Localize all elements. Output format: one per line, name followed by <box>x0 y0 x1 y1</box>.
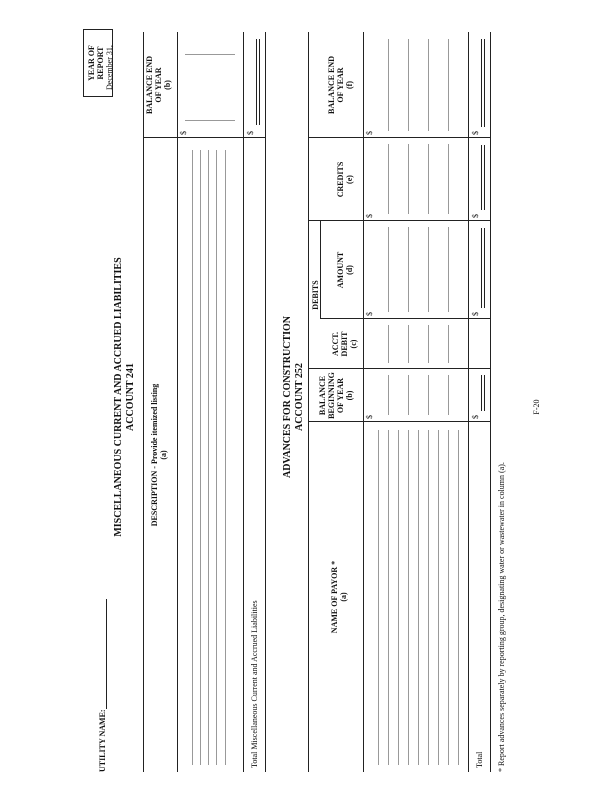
section1-entry-line <box>216 150 217 765</box>
section2-col-acct-header <box>331 319 358 369</box>
section1-total-label: Total Miscellaneous Current and Accrued Liabilities <box>250 600 259 768</box>
section2-acct-entry-line <box>428 325 429 363</box>
section2-total-credits-double-underline <box>481 145 485 210</box>
section2-total-begin-currency-sign: $ <box>471 415 480 419</box>
section1-entry-line <box>192 150 193 765</box>
section1-col-description-code: (a) <box>159 450 168 460</box>
section1-total-rule <box>243 32 244 772</box>
section2-col-credits-header <box>336 138 354 221</box>
section2-end-currency-sign: $ <box>365 131 374 135</box>
section1-total-currency-sign: $ <box>246 131 255 135</box>
section2-col-payor-code: (a) <box>339 592 348 602</box>
section1-entry-line <box>200 150 201 765</box>
section2-col-payor-label: NAME OF PAYOR * <box>330 560 339 634</box>
section2-total-label: Total <box>475 751 484 768</box>
utility-name-label: UTILITY NAME: <box>98 709 107 772</box>
section1-top-rule <box>143 32 144 772</box>
section1-col-description-label: DESCRIPTION - Provide itemized listing <box>150 383 159 527</box>
section2-total-begin-double-underline <box>481 375 485 411</box>
section2-amount-entry-line <box>388 227 389 312</box>
section2-begin-entry-line <box>408 375 409 415</box>
year-of-report-box <box>83 29 113 97</box>
section2-col-acct-code: (c) <box>349 339 358 349</box>
section1-amount-entry-line <box>185 120 235 121</box>
section1-col-balance-label1: BALANCE END <box>145 56 154 115</box>
section2-acct-entry-line <box>388 325 389 363</box>
section2-col-credits-label: CREDITS <box>336 161 345 198</box>
section2-amount-currency-sign: $ <box>365 312 374 316</box>
section2-credits-entry-line <box>408 144 409 214</box>
section2-amount-entry-line <box>408 227 409 312</box>
section2-begin-entry-line <box>388 375 389 415</box>
section1-bottom-rule <box>265 32 266 772</box>
section2-col-acct-label2: DEBIT <box>340 331 349 357</box>
section2-debits-group-header: DEBITS <box>311 280 320 310</box>
section2-end-entry-line <box>428 39 429 131</box>
section2-col-begin-label3: OF YEAR <box>336 377 345 414</box>
section2-begin-entry-line <box>448 375 449 415</box>
section1-currency-sign: $ <box>179 131 188 135</box>
section1-amount-entry-line <box>185 54 235 55</box>
section1-title-line2: ACCOUNT 241 <box>125 363 136 431</box>
section2-payor-entry-line <box>438 430 439 765</box>
footnote: * Report advances separately by reporting group, designating water or wastewater in column (a). <box>497 462 506 772</box>
section2-acct-entry-line <box>448 325 449 363</box>
section2-payor-entry-line <box>388 430 389 765</box>
section1-title <box>113 107 137 687</box>
section2-total-amount-currency-sign: $ <box>471 312 480 316</box>
section2-payor-entry-line <box>448 430 449 765</box>
section2-payor-entry-line <box>428 430 429 765</box>
section2-title <box>282 107 306 687</box>
section2-col-end-header <box>327 32 354 138</box>
section2-col-end-label2: OF YEAR <box>336 67 345 103</box>
section2-total-end-currency-sign: $ <box>471 131 480 135</box>
section2-col-amount-header <box>336 221 354 319</box>
section2-begin-entry-line <box>428 375 429 415</box>
section2-col-credits-code: (e) <box>345 175 354 184</box>
section2-end-entry-line <box>408 39 409 131</box>
section2-title-line2: ACCOUNT 252 <box>294 363 305 431</box>
section2-acct-entry-line <box>408 325 409 363</box>
section2-top-rule <box>308 32 309 772</box>
section2-credits-entry-line <box>388 144 389 214</box>
section1-col-balance-code: (b) <box>163 80 172 90</box>
debits-group-rule <box>320 221 321 319</box>
section2-amount-entry-line <box>428 227 429 312</box>
section2-credits-entry-line <box>428 144 429 214</box>
section2-amount-entry-line <box>448 227 449 312</box>
section2-payor-entry-line <box>398 430 399 765</box>
section2-col-amount-code: (d) <box>345 265 354 275</box>
section2-col-amount-label: AMOUNT <box>336 251 345 289</box>
section2-credits-entry-line <box>448 144 449 214</box>
section1-title-line1: MISCELLANEOUS CURRENT AND ACCRUED LIABILITIES <box>113 257 124 537</box>
section2-col-begin-header <box>318 369 354 422</box>
section1-entry-line <box>208 150 209 765</box>
page-number: F-20 <box>532 399 541 415</box>
section2-payor-entry-line <box>408 430 409 765</box>
section2-col-begin-label2: BEGINNING <box>327 372 336 419</box>
section2-credits-currency-sign: $ <box>365 214 374 218</box>
section2-col-acct-label1: ACCT. <box>331 331 340 357</box>
section2-end-entry-line <box>388 39 389 131</box>
year-of-report-label: YEAR OF REPORT <box>87 45 105 81</box>
section2-payor-entry-line <box>378 430 379 765</box>
section2-col-end-code: (f) <box>345 81 354 89</box>
section2-payor-entry-line <box>458 430 459 765</box>
section1-col-balance-header <box>145 32 172 138</box>
section2-col-payor-header <box>330 422 348 772</box>
section2-header-rule <box>363 32 364 772</box>
utility-name-field-line <box>106 599 107 709</box>
section1-col-description-header <box>150 138 168 772</box>
section1-col-balance-label2: OF YEAR <box>154 67 163 103</box>
section2-end-entry-line <box>448 39 449 131</box>
section2-total-credits-currency-sign: $ <box>471 214 480 218</box>
section2-col-end-label1: BALANCE END <box>327 56 336 115</box>
section2-col-begin-label1: BALANCE <box>318 375 327 416</box>
section2-total-end-double-underline <box>481 39 485 127</box>
section2-title-line1: ADVANCES FOR CONSTRUCTION <box>282 315 293 479</box>
section1-entry-line <box>225 150 226 765</box>
section2-total-rule <box>468 32 469 772</box>
section1-total-double-underline <box>256 39 260 125</box>
section2-bottom-rule <box>490 32 491 772</box>
section2-begin-currency-sign: $ <box>365 415 374 419</box>
year-of-report-date: December 31, <box>105 45 114 90</box>
section2-payor-entry-line <box>418 430 419 765</box>
section2-col-begin-code: (b) <box>345 390 354 401</box>
section2-total-amount-double-underline <box>481 228 485 308</box>
section1-header-rule <box>177 32 178 772</box>
